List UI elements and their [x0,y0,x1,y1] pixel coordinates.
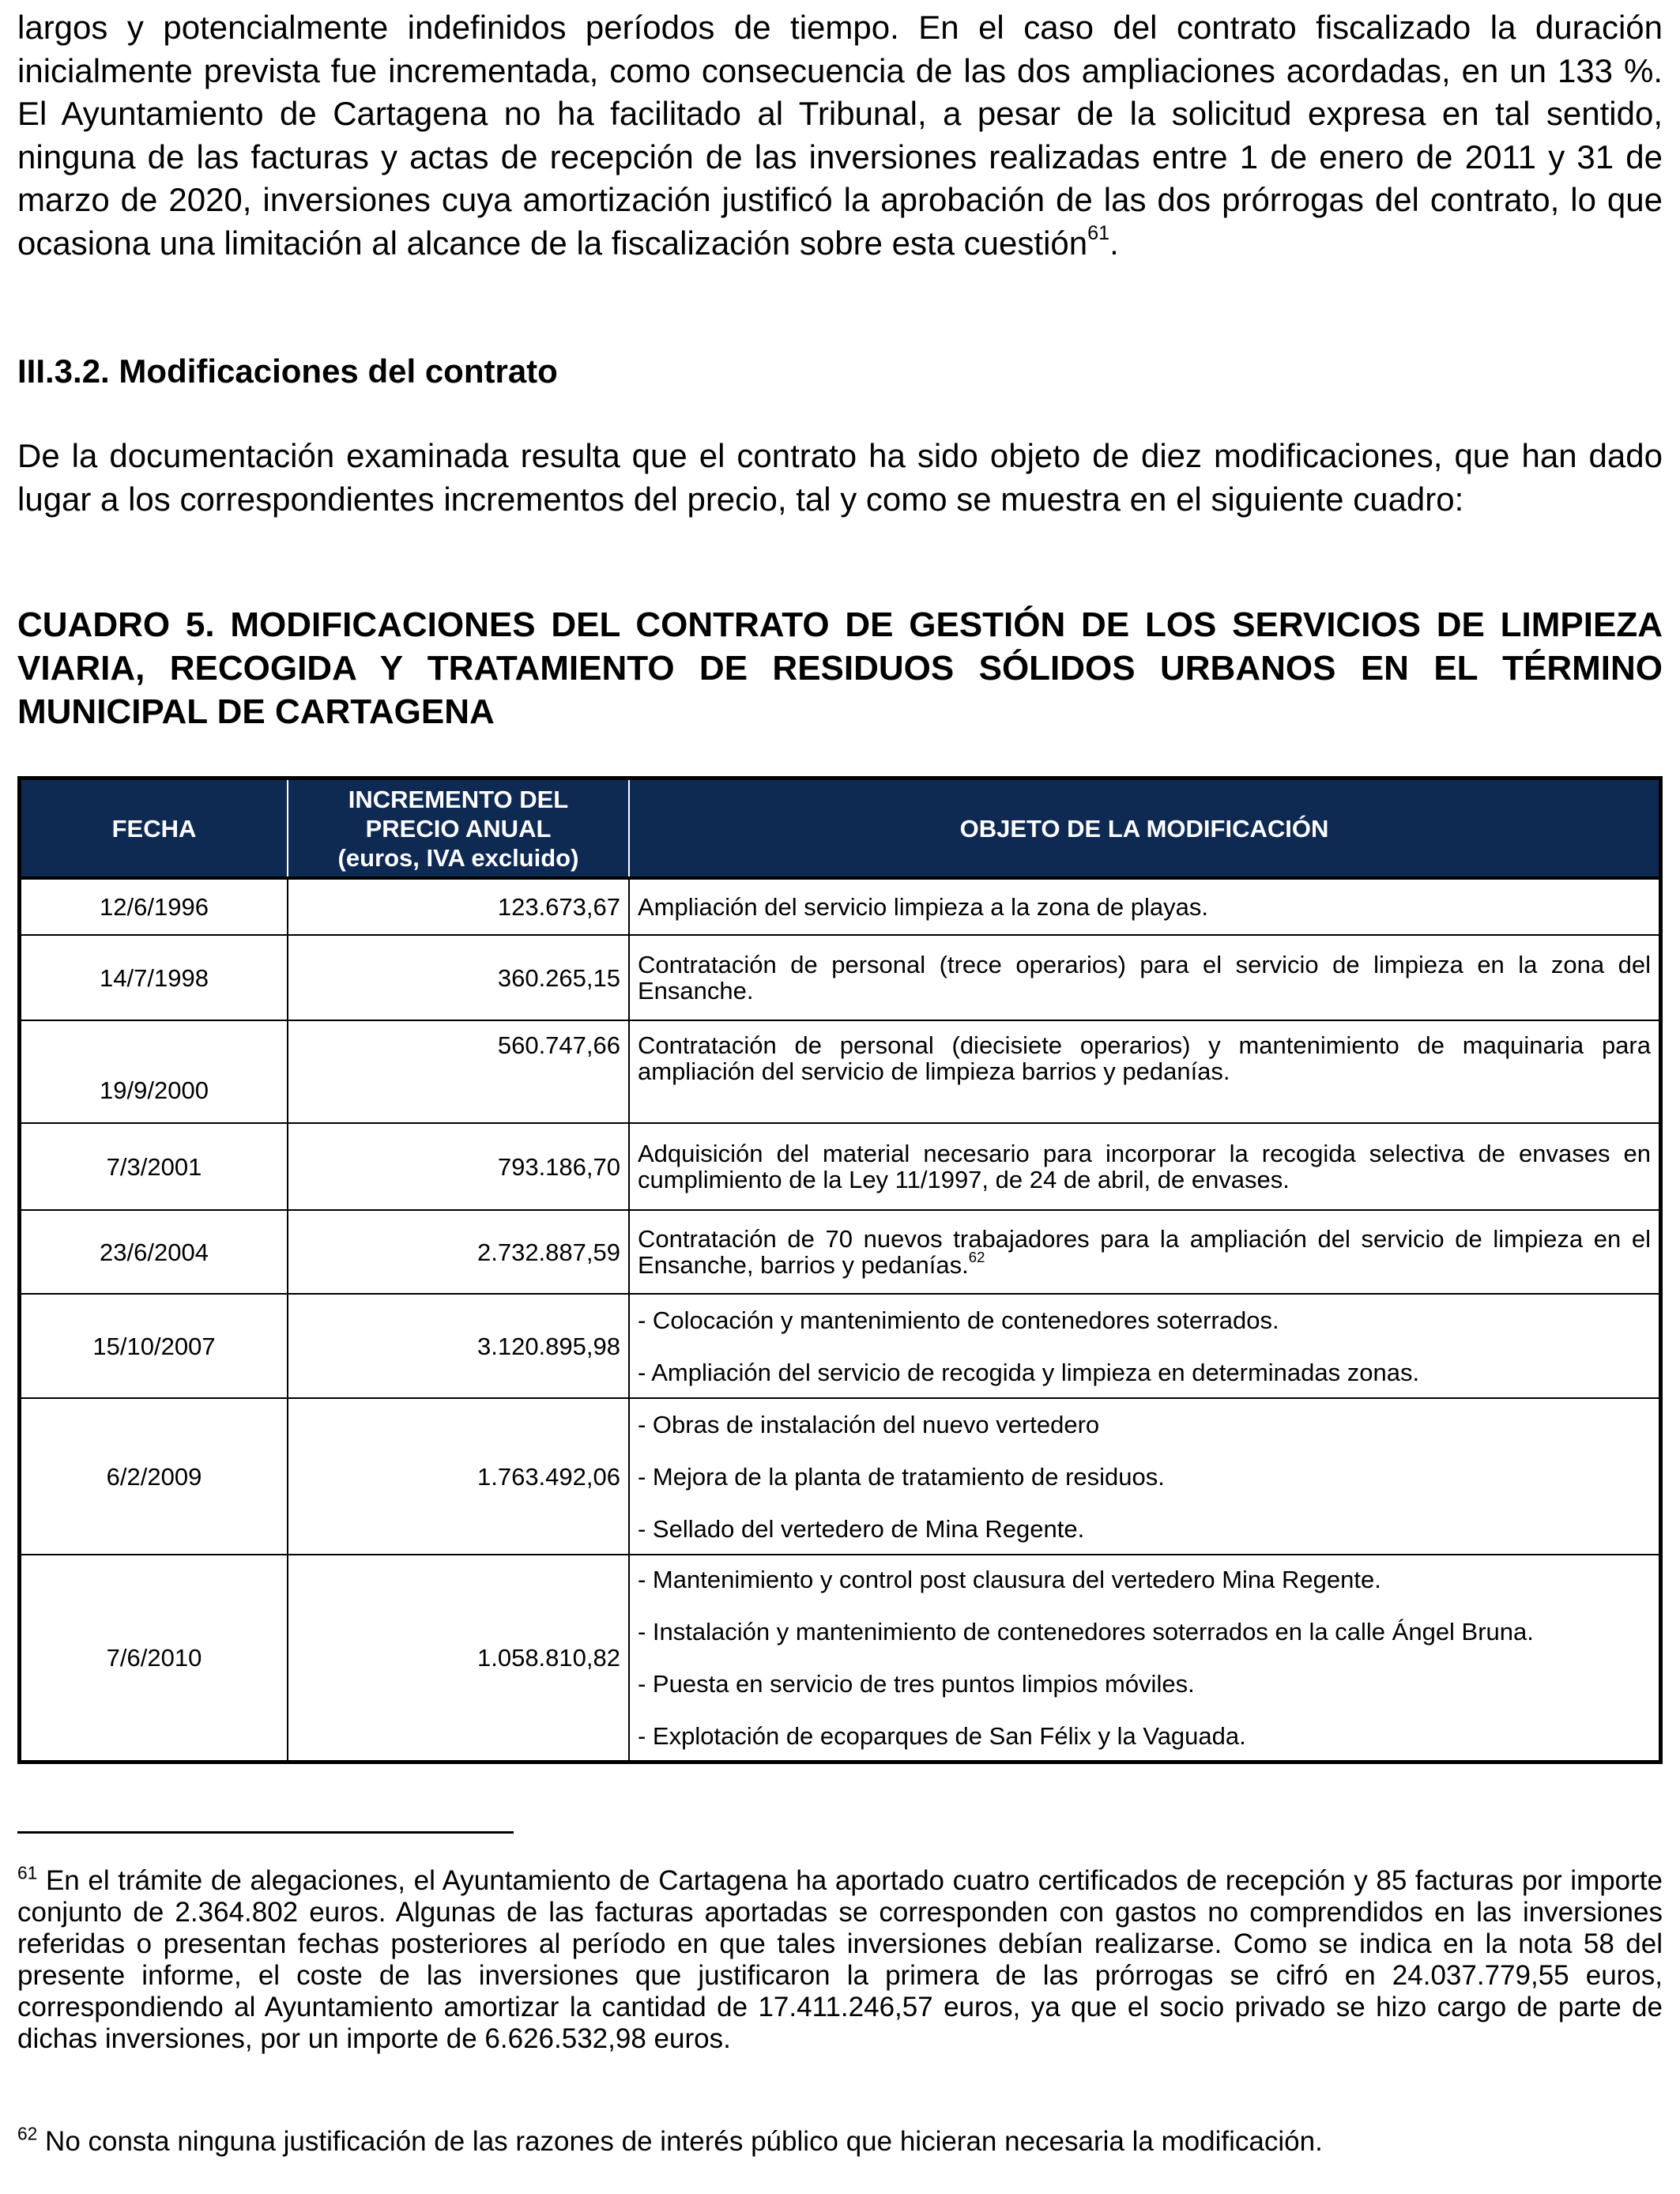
cell-importe: 793.186,70 [288,1123,629,1210]
footnote-text: No consta ninguna justificación de las razones de interés público que hicieran necesaria la modificación. [37,2126,1323,2157]
header-fecha: FECHA [20,778,288,879]
footnote-62 [17,2123,1663,2158]
table-row [20,1398,1661,1555]
cell-importe: 1.058.810,82 [288,1555,629,1762]
cell-fecha: 7/3/2001 [20,1123,288,1210]
cell-fecha: 14/7/1998 [20,935,288,1020]
cell-importe: 1.763.492,06 [288,1398,629,1555]
objeto-item: Ampliación del servicio limpieza a la zona de playas. [638,893,1208,921]
cell-fecha: 23/6/2004 [20,1210,288,1294]
table-row [20,1294,1661,1398]
cell-objeto [629,878,1661,935]
paragraph-2: De la documentación examinada resulta que el contrato ha sido objeto de diez modificaciones, que han dado lugar a los correspondientes incrementos del precio, tal y como se muestra en el siguiente cuadro: [17,437,1663,518]
objeto-item: - Puesta en servicio de tres puntos limpios móviles. [638,1669,1195,1698]
cell-importe: 560.747,66 [288,1020,629,1123]
header-incremento [288,778,629,879]
cell-fecha [20,1020,288,1123]
cell-fecha: 6/2/2009 [20,1398,288,1555]
cell-objeto [629,1210,1661,1294]
cell-objeto [629,1398,1661,1555]
footnote-separator [17,1831,514,1834]
cell-importe: 360.265,15 [288,935,629,1020]
objeto-item: Adquisición del material necesario para incorporar la recogida selectiva de envases en cumplimiento de la Ley 11/1997, de 24 de abril, de envases. [638,1140,1651,1193]
table-row [20,1020,1661,1123]
header-incremento-line2: PRECIO ANUAL [365,814,552,843]
objeto-item: - Mantenimiento y control post clausura del vertedero Mina Regente. [638,1565,1381,1593]
table-row [20,935,1661,1020]
objeto-item: - Mejora de la planta de tratamiento de residuos. [638,1462,1165,1491]
table-row [20,1555,1661,1762]
objeto-item [638,1226,1651,1278]
cell-fecha: 7/6/2010 [20,1555,288,1762]
table-header-row [20,778,1661,879]
objeto-item-text: Contratación de 70 nuevos trabajadores para la ampliación del servicio de limpieza en el Ensanche, barrios y pedanías. [638,1225,1651,1279]
objeto-item: - Sellado del vertedero de Mina Regente. [638,1514,1085,1543]
header-incremento-line1: INCREMENTO DEL [348,785,569,813]
table-row [20,1123,1661,1210]
cell-importe: 123.673,67 [288,878,629,935]
cell-objeto [629,1123,1661,1210]
cell-objeto [629,1020,1661,1123]
objeto-item: - Instalación y mantenimiento de contenedores soterrados en la calle Ángel Bruna. [638,1617,1534,1646]
paragraph-1-text: largos y potencialmente indefinidos períodos de tiempo. En el caso del contrato fiscalizado la duración inicialmente prevista fue incrementada, como consecuencia de las dos ampliaciones acordadas, en un 133 %. El Ayuntamiento de Cartagena no ha facilitado al Tribunal, a pesar de la solicitud expresa en tal sentido, ninguna de las facturas y actas de recepción de las inversiones realizadas entre 1 de enero de 2011 y 31 de marzo de 2020, inversiones cuya amortización justificó la aprobación de las dos prórrogas del contrato, lo que ocasiona una limitación al alcance de la fiscalización sobre esta cuestión [17,9,1663,262]
objeto-item: - Ampliación del servicio de recogida y limpieza en determinadas zonas. [638,1358,1420,1386]
paragraph-1 [17,6,1663,265]
objeto-item: Contratación de personal (diecisiete operarios) y mantenimiento de maquinaria para ampliación del servicio de limpieza barrios y pedanías. [638,1031,1651,1085]
cell-fecha: 15/10/2007 [20,1294,288,1398]
header-incremento-line3: (euros, IVA excluido) [337,843,579,872]
footnote-61 [17,1862,1663,2055]
cell-objeto [629,1294,1661,1398]
cell-objeto [629,935,1661,1020]
paragraph-1-end: . [1109,224,1119,262]
objeto-item: Contratación de personal (trece operarios) para el servicio de limpieza en la zona del Ensanche. [638,951,1651,1005]
cell-fecha-text: 19/9/2000 [100,1076,209,1104]
header-objeto: OBJETO DE LA MODIFICACIÓN [629,778,1661,879]
footnote-number: 61 [17,1862,38,1883]
table-row [20,1210,1661,1294]
footnote-number: 62 [17,2123,38,2144]
section-heading: III.3.2. Modificaciones del contrato [17,352,558,390]
cell-importe: 2.732.887,59 [288,1210,629,1294]
cell-objeto [629,1555,1661,1762]
footnote-ref-62[interactable]: 62 [968,1249,985,1266]
objeto-item: - Colocación y mantenimiento de contenedores soterrados. [638,1306,1279,1334]
footnote-text: En el trámite de alegaciones, el Ayuntamiento de Cartagena ha aportado cuatro certificados de recepción y 85 facturas por importe conjunto de 2.364.802 euros. Algunas de las facturas aportadas se corresponden con gastos no comprendidos en las inversiones referidas o presentan fechas posteriores al período en que tales inversiones debían realizarse. Como se indica en la nota 58 del presente informe, el coste de las inversiones que justificaron la primera de las prórrogas se cifró en 24.037.779,55 euros, correspondiendo al Ayuntamiento amortizar la cantidad de 17.411.246,57 euros, ya que el socio privado se hizo cargo de parte de dichas inversiones, por un importe de 6.626.532,98 euros. [17,1865,1663,2054]
cell-fecha: 12/6/1996 [20,878,288,935]
modifications-table [17,776,1663,1764]
objeto-item: - Obras de instalación del nuevo vertedero [638,1410,1100,1438]
table-row [20,878,1661,935]
cell-importe: 3.120.895,98 [288,1294,629,1398]
objeto-item: - Explotación de ecoparques de San Félix y la Vaguada. [638,1721,1246,1750]
footnote-ref-61[interactable]: 61 [1087,221,1110,244]
table-title: CUADRO 5. MODIFICACIONES DEL CONTRATO DE GESTIÓN DE LOS SERVICIOS DE LIMPIEZA VIARIA, RECOGIDA Y TRATAMIENTO DE RESIDUOS SÓLIDOS URBANOS EN EL TÉRMINO MUNICIPAL DE CARTAGENA [17,605,1663,731]
